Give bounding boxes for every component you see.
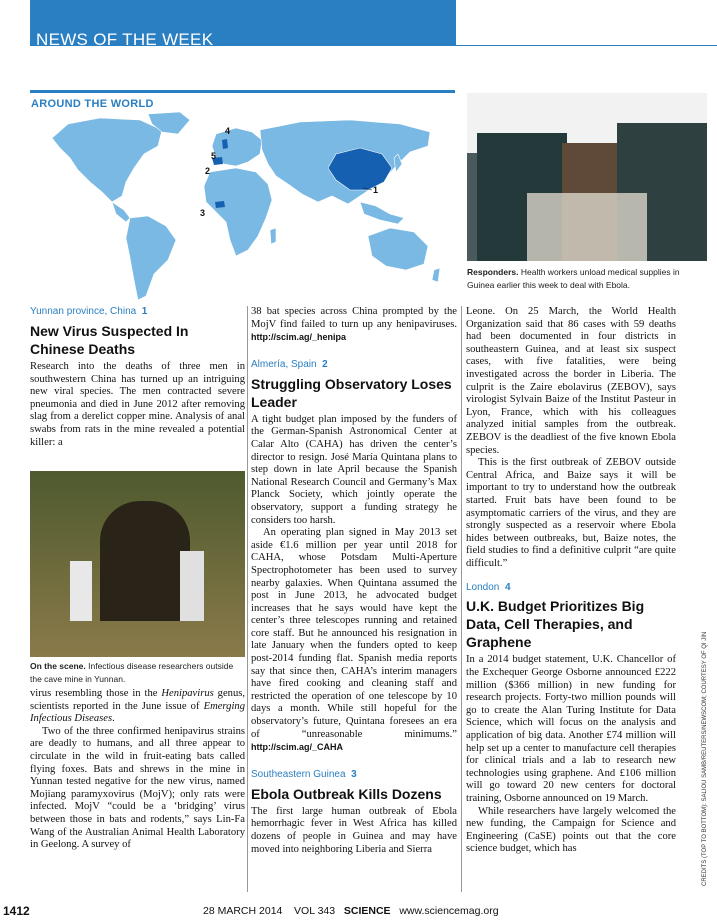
story-yunnan <box>30 306 245 449</box>
map-australia <box>368 228 428 270</box>
story-kicker: London 4 <box>466 582 511 594</box>
page-footer <box>0 900 717 920</box>
caption-text: Health workers unload medical supplies in Guinea earlier this week to deal with Ebola. <box>467 267 680 290</box>
map-guinea-highlight <box>215 201 225 208</box>
story-headline: New Virus Suspected In Chinese Deaths <box>30 323 189 357</box>
story-link[interactable]: http://scim.ag/_CAHA <box>251 742 344 753</box>
section-title: NEWS OF THE WEEK <box>36 30 214 49</box>
story-yunnan-continued: virus resembling those in the Henipavirus genus, scientists reported in the June issue of Emerging Infectious Diseases. Two of the three confirmed henipavirus strains are deadly to humans, and all three appear to circulate in the wild in fruit-eating bats called flying foxes. Bats and shrews in the mine in Yunnan tested negative for the new virus, named Mojiang paramyxovirus (MojV); only rats were infected. MojV “could be a ‘bridging’ virus between those in bats and rodents,” says Lin-Fa Wang of the Australian Animal Health Laboratory in Geelong. A survey of <box>30 688 246 851</box>
world-map <box>30 110 455 305</box>
story-headline: Ebola Outbreak Kills Dozens <box>251 785 442 802</box>
photo-credits: CREDITS (TOP TO BOTTOM): SALIOU SAMB/REUTERS/NEWSCOM; COURTESY OF QI JIN <box>702 631 708 886</box>
map-central-america <box>112 202 130 222</box>
map-uk-highlight <box>222 139 228 149</box>
caption-lead: On the scene. <box>30 661 86 671</box>
column-rule <box>461 306 462 892</box>
map-south-america <box>126 216 176 300</box>
map-label-3: 3 <box>200 208 206 218</box>
banner-rule <box>455 45 717 46</box>
map-label-5: 5 <box>211 151 217 161</box>
map-label-1: 1 <box>373 185 379 195</box>
around-world-label: AROUND THE WORLD <box>31 98 154 110</box>
caption-text: Infectious disease researchers outside the cave mine in Yunnan. <box>30 661 234 684</box>
section-banner <box>30 0 456 49</box>
story-headline: Struggling Observatory Loses Leader <box>251 375 452 410</box>
map-madagascar <box>270 228 276 244</box>
page-number: 1412 <box>3 904 30 918</box>
story-yunnan-end: 38 bat species across China prompted by the MojV find failed to turn up any henipaviruses. http://scim.ag/_henipa <box>251 306 457 343</box>
story-kicker: Southeastern Guinea 3 <box>251 768 357 780</box>
map-north-america <box>52 118 162 202</box>
story-ebola-continued: Leone. On 25 March, the World Health Organization said that 86 cases with 59 deaths had been documented in four districts in southeastern Guinea, and at least six suspect cases, with five fatalities, were being investigated across the border in Liberia. The culprit is the Zaire ebolavirus (ZEBOV), says virologist Sylvain Baize of the Institut Pasteur in Lyon, France, which with his colleagues analyzed initial samples from the outbreak. ZEBOV is the deadliest of the five known Ebola species. This is the first outbreak of ZEBOV outside Central Africa, and Baize says it will be important to try to understand how the outbreak started. Fruit bats have been found to be asymptomatic carriers of the virus, and they are strongly suspected as a reservoir where Ebola hides between outbreaks, but, Baize notes, the field studies to find a definitive culprit “are quite difficult.” <box>466 306 676 569</box>
footer-site-link[interactable]: www.sciencemag.org <box>399 905 499 917</box>
story-kicker: Yunnan province, China 1 <box>30 306 148 317</box>
map-label-4: 4 <box>225 126 231 136</box>
around-world-rule <box>30 90 455 93</box>
caption-lead: Responders. <box>467 267 519 277</box>
column-2 <box>251 306 457 856</box>
story-body: The first large human outbreak of Ebola hemorrhagic fever in West Africa has killed dozens of people in Guinea and may have moved into neighboring Liberia and Sierra <box>251 805 457 855</box>
column-3 <box>466 306 676 856</box>
responders-photo <box>467 93 707 261</box>
story-body: A tight budget plan imposed by the funders of the German-Spanish Astronomical Center at Calar Alto (CAHA) has driven the center’s director to resign. José María Quintana plans to step down in late April because the Spanish National Research Council and Germany’s Max Planck Society, which jointly operate the observatory, support a funding strategy he considers too harsh. An operating plan signed in May 2013 set aside €1.6 million per year until 2018 for CAHA, whose Potsdam Multi-Aperture Spectrophotometer has been used to survey nearby galaxies. When Quintana assumed the post in June 2013, he advocated budget increases that he says would have kept the center’s three telescopes running and retained core staff. But he announced his resignation in late January when the funders opted to keep post-2014 funding flat. Spanish media reports say that since then, CAHA’s interim managers have fired cooking and cleaning staff and restricted the operation of one telescope by 10 days a month. While still hopeful for the observatory’s future, Quintana foresees an era of “unreasonable minimums.” http://scim.ag/_CAHA <box>251 413 457 753</box>
story-headline: U.K. Budget Prioritizes Big Data, Cell Therapies, and Graphene <box>466 598 645 651</box>
scene-caption <box>30 660 245 685</box>
story-kicker: Almería, Spain 2 <box>251 358 328 370</box>
map-africa <box>204 168 272 256</box>
story-body: In a 2014 budget statement, U.K. Chancellor of the Exchequer George Osborne announced £222 million ($366 million) in new funding for research projects. Forty-two million pounds will go to create the Alan Turing Institute for Data Science, which will focus on the analysis and application of big data. Another £74 million will help set up a center to manufacture cell therapies for clinical trials and a lab to research new technologies using graphene. And £106 million will go toward 20 new centers for doctoral training, Osborne announced on 19 March. While researchers have largely welcomed the new funding, the Campaign for Science and Engineering (CaSE) points out that the core science budget, which has <box>466 654 676 855</box>
story-body: Research into the deaths of three men in southwestern China has turned up an intriguing new viral species. The men contracted severe pneumonia and died in June 2012 after removing slag from a derelict copper mine. Analysis of anal swabs from rats in the mine revealed a potential killer: a <box>30 361 245 448</box>
footer-info: 28 MARCH 2014 VOL 343 SCIENCE www.sciencemag.org <box>203 905 499 917</box>
responders-caption <box>467 266 707 291</box>
story-link[interactable]: http://scim.ag/_henipa <box>251 332 347 343</box>
map-nz <box>432 268 440 282</box>
map-label-2: 2 <box>205 166 211 176</box>
column-rule <box>247 306 248 892</box>
mine-photo <box>30 471 245 657</box>
map-se-asia-islands <box>360 202 404 224</box>
